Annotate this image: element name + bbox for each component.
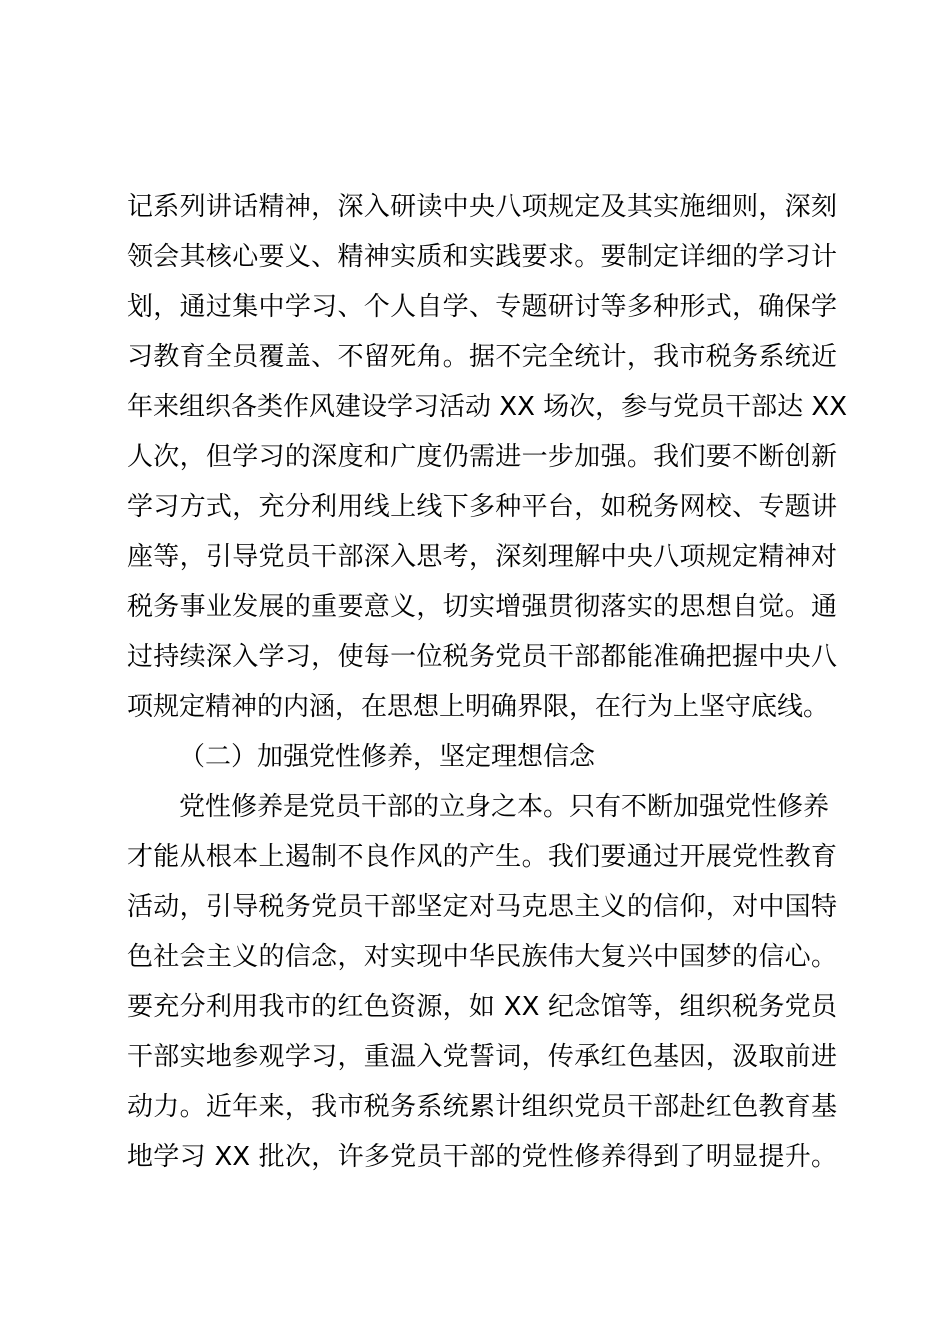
document-body — [127, 182, 848, 1182]
body-line-4: 习教育全员覆盖、不留死角。据不完全统计，我市税务系统近 — [127, 342, 837, 372]
body-line-6: 人次，但学习的深度和广度仍需进一步加强。我们要不断创新 — [127, 442, 837, 472]
body-line-10: 过持续深入学习，使每一位税务党员干部都能准确把握中央八 — [127, 642, 837, 672]
body-line-9: 税务事业发展的重要意义，切实增强贯彻落实的思想自觉。通 — [127, 592, 837, 622]
body-line-11: 项规定精神的内涵，在思想上明确界限，在行为上坚守底线。 — [127, 692, 830, 722]
body-line-5: 年来组织各类作风建设学习活动 XX 场次，参与党员干部达 XX — [127, 392, 848, 422]
body-line-16: 色社会主义的信念，对实现中华民族伟大复兴中国梦的信心。 — [127, 942, 837, 972]
body-line-19: 动力。近年来，我市税务系统累计组织党员干部赴红色教育基 — [127, 1092, 837, 1122]
body-line-14: 才能从根本上遏制不良作风的产生。我们要通过开展党性教育 — [127, 842, 837, 872]
body-line-8: 座等，引导党员干部深入思考，深刻理解中央八项规定精神对 — [127, 542, 837, 572]
body-line-1: 记系列讲话精神，深入研读中央八项规定及其实施细则，深刻 — [127, 192, 837, 222]
body-line-7: 学习方式，充分利用线上线下多种平台，如税务网校、专题讲 — [127, 492, 837, 522]
body-line-2: 领会其核心要义、精神实质和实践要求。要制定详细的学习计 — [127, 242, 837, 272]
body-line-17: 要充分利用我市的红色资源，如 XX 纪念馆等，组织税务党员 — [127, 992, 837, 1022]
body-line-15: 活动，引导税务党员干部坚定对马克思主义的信仰，对中国特 — [127, 892, 837, 922]
body-line-3: 划，通过集中学习、个人自学、专题研讨等多种形式，确保学 — [127, 292, 837, 322]
paragraph-start-line: 党性修养是党员干部的立身之本。只有不断加强党性修养 — [179, 792, 830, 822]
body-line-20: 地学习 XX 批次，许多党员干部的党性修养得到了明显提升。 — [127, 1142, 837, 1172]
body-line-18: 干部实地参观学习，重温入党誓词，传承红色基因，汲取前进 — [127, 1042, 837, 1072]
section-heading: （二）加强党性修养，坚定理想信念 — [179, 742, 596, 772]
